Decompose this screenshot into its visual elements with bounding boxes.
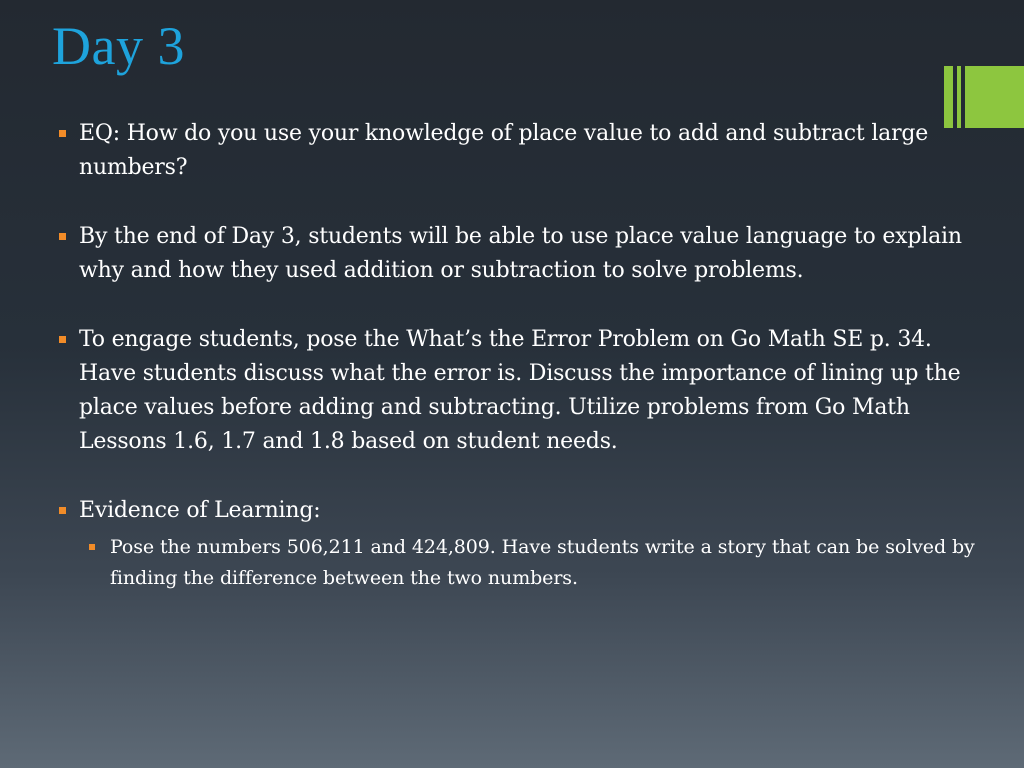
slide-title: Day 3 [52, 16, 185, 76]
square-bullet-icon [59, 336, 66, 343]
sub-bullet-list [79, 532, 982, 594]
bullet-item-evidence [57, 494, 982, 594]
bullet-text: By the end of Day 3, students will be able to use place value language to explain why and how they used addition or subtraction to solve problems. [79, 224, 962, 283]
bullet-item-objective [57, 220, 982, 288]
bullet-text: To engage students, pose the What’s the Error Problem on Go Math SE p. 34. Have students discuss what the error is. Discuss the importance of lining up the place values before adding and subtracting. Utilize problems from Go Math Lessons 1.6, 1.7 and 1.8 based on student needs. [79, 327, 961, 454]
bullet-text: EQ: How do you use your knowledge of place value to add and subtract large numbers? [79, 121, 929, 180]
bullet-list [57, 117, 982, 594]
bullet-text: Evidence of Learning: [79, 498, 321, 523]
square-bullet-icon [59, 233, 66, 240]
sub-bullet-text: Pose the numbers 506,211 and 424,809. Have students write a story that can be solved by finding the difference between the two numbers. [110, 536, 975, 589]
square-sub-bullet-icon [89, 544, 95, 550]
bullet-item-engage [57, 323, 982, 459]
sub-bullet-item [79, 532, 982, 594]
bullet-item-eq [57, 117, 982, 185]
square-bullet-icon [59, 507, 66, 514]
square-bullet-icon [59, 130, 66, 137]
